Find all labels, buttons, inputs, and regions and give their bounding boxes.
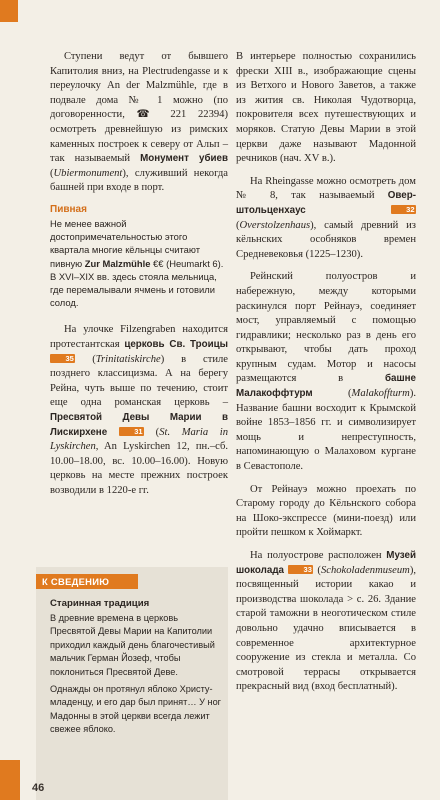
map-number-badge: 32 xyxy=(391,205,416,214)
info-block-pub xyxy=(50,204,228,309)
sidebar-header: К СВЕДЕНИЮ xyxy=(36,574,138,589)
italic-term: Trinitatiskirche xyxy=(95,353,161,365)
phone-icon: ☎ xyxy=(136,109,159,121)
text: В интерьере полностью сохранились фрески XIII в., изображающие сцены из Ветхого и Нового Заветов, а также из жития св. Николая Чудотворца, покровителя всех путешествующих и моряков. Статую Девы Марии в этой церкви даже называют Мадонной речников (нач. XV в.). xyxy=(236,51,416,165)
text: Не менее важной достопримечательностью этого квартала многие кёльнцы считают пивную xyxy=(50,217,200,269)
sidebar-paragraph: Однажды он протянул яблоко Христу-младенцу, и его дар был принят… У ног Мадонны в этой церкви всегда лежит свежее яблоко. xyxy=(50,684,222,735)
text: Ступени ведут от бывшего Капитолия вниз, на Plectrudengasse и к переулочку An der Malzmühle, где в подвале дома № 1 можно (по договоренности, xyxy=(50,51,228,121)
text: На Rheingasse можно осмотреть дом № 8, так называемый xyxy=(236,175,416,202)
bold-term: церковь Св. Троицы xyxy=(124,338,228,350)
italic-term: St. Maria in Lyskirchen xyxy=(50,426,228,453)
paragraph-churches xyxy=(50,323,228,498)
paragraph-malakoffturm xyxy=(236,270,416,474)
bold-term: Монумент убиев xyxy=(140,153,228,165)
text: ), самый древний из кёльнских особняков времен Средневековья (1225–1230). xyxy=(236,219,416,260)
info-heading: Пивная xyxy=(50,203,87,215)
info-text xyxy=(50,217,228,309)
paragraph-monument xyxy=(50,50,228,196)
text: ( xyxy=(313,564,321,576)
italic-term: Malakoffturm xyxy=(351,388,410,400)
right-column xyxy=(236,50,416,703)
bold-term: Zur Malzmühle xyxy=(84,257,151,269)
text: ( xyxy=(312,388,352,400)
paragraph-frescoes xyxy=(236,50,416,167)
text: ( xyxy=(75,353,96,365)
bold-term: башне Малакоффтурм xyxy=(236,373,416,400)
italic-term: Schokoladenmuseum xyxy=(320,564,410,576)
italic-term: Ubiermonument xyxy=(53,167,123,179)
text: ). Название башни восходит к Крымской войне 1853–1856 гг. и символизирует мощь и непреступность, напоминающую о Малаховом кургане в Севастополе. xyxy=(236,388,416,473)
page-number: 46 xyxy=(32,782,45,794)
text: ), посвященный истории какао и производства шоколада > с. 26. Здание старой таможни в неоготическом стиле довольно удачно вписывается в современное архитектурное сооружение из стекла и металла. Со смотровой террасы открывается прекрасный вид (вход бесплатный). xyxy=(236,564,416,693)
text: На улочке Filzengraben находится протестантская xyxy=(50,324,228,350)
map-number-badge: 33 xyxy=(288,565,313,574)
text: €€ (Heumarkt 6). В XVI–XIX вв. здесь стояла мельница, где перемалывали ячмень и готовили солод. xyxy=(50,257,224,309)
sidebar-paragraph: В древние времена в церковь Пресвятой Девы Марии на Капитолии приходил каждый день благочестивый мальчик Герман Йозеф, чтобы поклониться Пресвятой Деве. xyxy=(50,613,215,677)
paragraph-chocolate-museum xyxy=(236,549,416,695)
bold-term: Оверштольценхаус xyxy=(236,190,416,216)
text: На полуострове расположен xyxy=(250,550,387,561)
sidebar-title: Старинная традиция xyxy=(50,598,150,609)
sidebar-body xyxy=(50,598,222,741)
bold-term: Пресвятой Девы Марии в Лискирхене xyxy=(50,411,228,438)
chapter-tab xyxy=(0,0,18,22)
text: От Рейнауэ можно проехать по Старому городу до Кёльнского собора на Шоко-экспрессе (мини-поезд) или пройти пешком к Хоймаркт. xyxy=(236,483,416,539)
text: , An Lyskirchen 12, пн.–сб. 10.00–18.00, вс. 10.00–16.00). Новую церковь на месте прежних построек возводили в 1220-е гг. xyxy=(50,441,228,496)
text: ) в стиле позднего классицизма. А на берегу Рейна, чуть выше по течению, стоит еще одна романская церковь – xyxy=(50,353,228,409)
text: ( xyxy=(144,426,160,438)
map-number-badge: 35 xyxy=(50,354,75,363)
paragraph-choco-express xyxy=(236,483,416,541)
info-sidebar-box xyxy=(36,567,228,800)
text: ( xyxy=(236,219,240,231)
italic-term: Overstolzenhaus xyxy=(239,219,311,231)
text: ( xyxy=(50,167,54,179)
bold-term: Музей шоколада xyxy=(236,550,416,576)
left-column xyxy=(50,50,228,506)
text: 221 22394) осмотреть древнейшую из римских каменных построек к северу от Альп – так называемый xyxy=(50,109,228,165)
text: ), служивший некогда башней при входе в порт. xyxy=(50,167,228,194)
corner-tab xyxy=(0,760,20,800)
paragraph-overstolzenhaus xyxy=(236,175,416,263)
text: Рейнский полуостров и набережную, между которыми раскинулся порт Рейнауэ, соединяет мост, управляемый с помощью гидравлики; несколько раз в день его открывают, чтобы дать проход крупным судам. Мотор и насосы размещаются в xyxy=(236,271,416,385)
map-number-badge: 31 xyxy=(119,427,144,436)
